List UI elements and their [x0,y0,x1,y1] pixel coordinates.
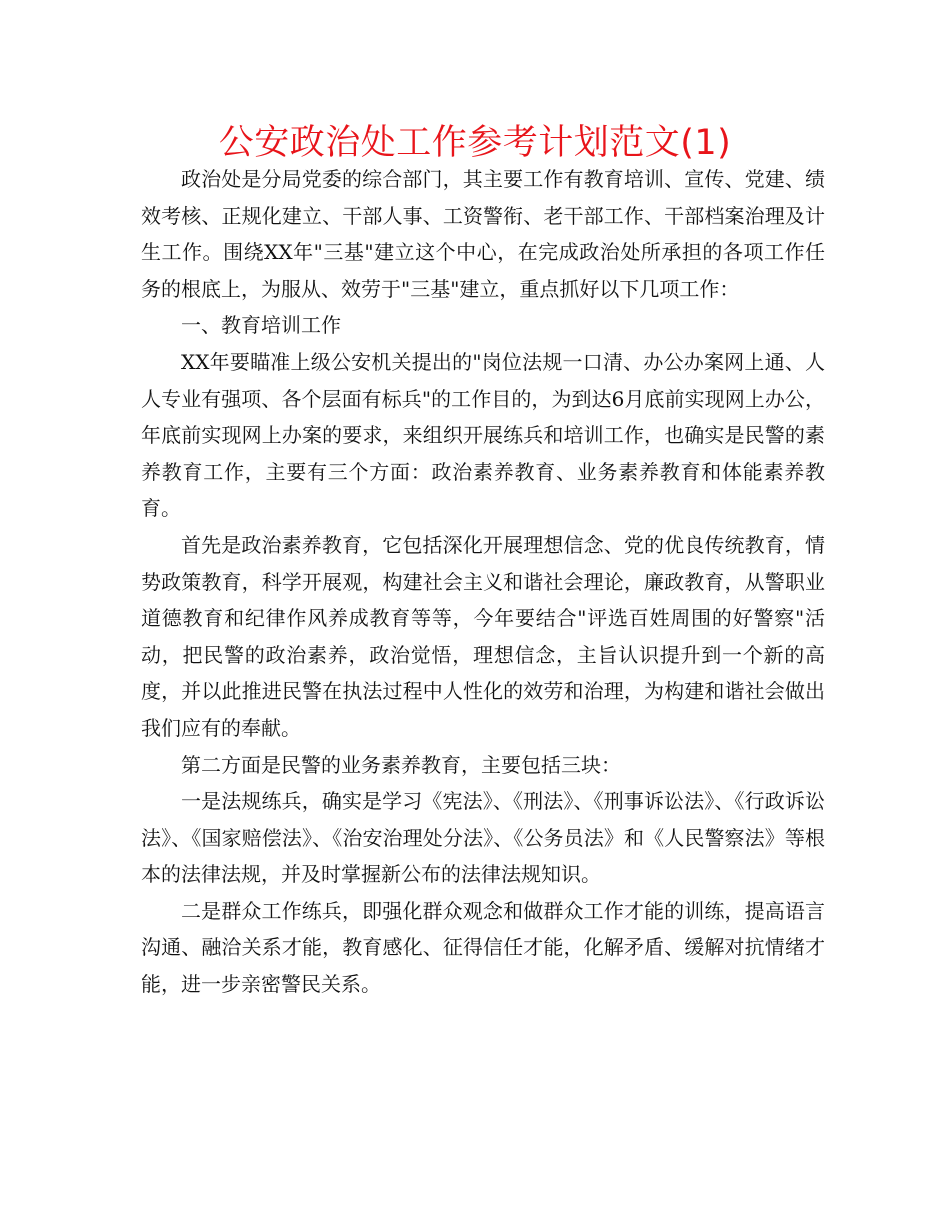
document-body [141,161,825,1003]
paragraph-training-goals: XX年要瞄准上级公安机关提出的"岗位法规一口清、办公办案网上通、人人专业有强项、各个层面有标兵"的工作目的，为到达6月底前实现网上办公，年底前实现网上办案的要求，来组织开展练兵和培训工作，也确实是民警的素养教育工作，主要有三个方面：政治素养教育、业务素养教育和体能素养教育。 [141,349,825,521]
paragraph-political-quality: 首先是政治素养教育，它包括深化开展理想信念、党的优良传统教育，情势政策教育，科学开展观，构建社会主义和谐社会理论，廉政教育，从警职业道德教育和纪律作风养成教育等等，今年要结合"评选百姓周围的好警察"活动，把民警的政治素养，政治觉悟，理想信念，主旨认识提升到一个新的高度，并以此推进民警在执法过程中人性化的效劳和治理，为构建和谐社会做出我们应有的奉献。 [141,532,825,740]
paragraph-business-quality: 第二方面是民警的业务素养教育，主要包括三块： [181,752,621,777]
paragraph-mass-work-training: 二是群众工作练兵，即强化群众观念和做群众工作才能的训练，提高语言沟通、融洽关系才能，教育感化、征得信任才能，化解矛盾、缓解对抗情绪才能，进一步亲密警民关系。 [141,898,825,997]
paragraph-intro: 政治处是分局党委的综合部门，其主要工作有教育培训、宣传、党建、绩效考核、正规化建立、干部人事、工资警衔、老干部工作、干部档案治理及计生工作。围绕XX年"三基"建立这个中心，在完成政治处所承担的各项工作任务的根底上，为服从、效劳于"三基"建立，重点抓好以下几项工作： [141,167,825,301]
section-heading-education-training: 一、教育培训工作 [181,313,341,338]
paragraph-law-training: 一是法规练兵，确实是学习《宪法》、《刑法》、《刑事诉讼法》、《行政诉讼法》、《国家赔偿法》、《治安治理处分法》、《公务员法》和《人民警察法》等根本的法律法规，并及时掌握新公布的法律法规知识。 [141,789,825,887]
document-title: 公安政治处工作参考计划范文(1) [218,123,732,163]
